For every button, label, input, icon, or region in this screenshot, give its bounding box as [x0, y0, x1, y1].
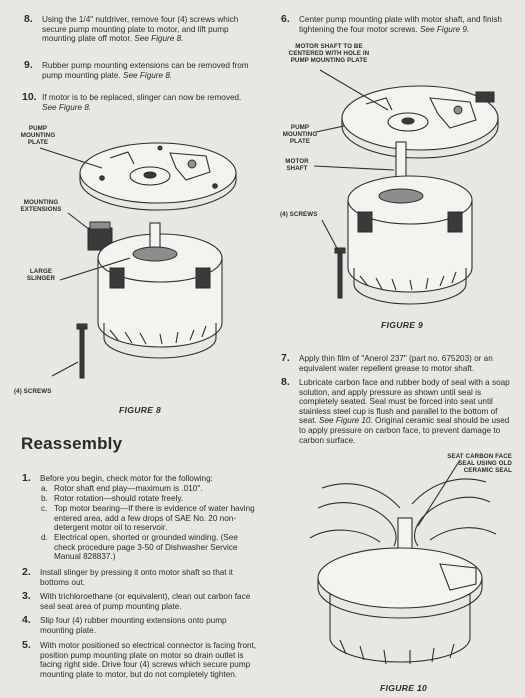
callout-mounting-extensions: MOUNTING EXTENSIONS [20, 199, 62, 213]
step-8-remove-screws [24, 15, 254, 49]
screw-drawing-fig9 [335, 248, 345, 298]
callout-motor-shaft: MOTOR SHAFT [285, 158, 309, 172]
callout-screws-fig8: (4) SCREWS [14, 388, 52, 395]
motor-drawing-fig9 [348, 142, 472, 304]
step-text: Install slinger by pressing it onto motor shaft so that it bottoms out. [40, 568, 233, 587]
step-text: Rubber pump mounting extensions can be removed from pump mounting plate. See Figure 8. [42, 61, 249, 80]
callout-pump-mounting-plate-fig9: PUMP MOUNTING PLATE [282, 124, 318, 145]
figure-8-caption: FIGURE 8 [119, 405, 162, 415]
step-8-lubricate-seal [281, 378, 517, 446]
reassembly-heading: Reassembly [21, 434, 123, 453]
step-text: Slip four (4) rubber mounting extensions onto pump mounting plate. [40, 616, 227, 635]
step-number: 8. [24, 13, 33, 25]
substep-a: a. Rotor shaft end play—maximum is .010". [41, 484, 203, 493]
reassembly-step-4 [22, 616, 262, 637]
step-9-remove-extensions [24, 61, 254, 83]
reassembly-step-3 [22, 592, 262, 613]
figure-10-illustration [300, 468, 500, 678]
pump-plate-drawing-fig10 [318, 548, 482, 664]
step-text: Apply thin film of "Anerol 237" (part no. 675203) or an equivalent water repellent grease to motor shaft. [299, 354, 493, 373]
figure-10-caption: FIGURE 10 [380, 683, 428, 693]
substep-c: c. Top motor bearing—If there is evidence of water having entered area, add a few drops of SAE No. 20 non-detergent motor oil to reservoir. [41, 504, 255, 533]
step-7-apply-grease [281, 354, 517, 376]
step-6-center-plate [281, 15, 517, 37]
pump-mounting-plate-drawing [80, 143, 236, 210]
step-text: Before you begin, check motor for the following: [40, 474, 213, 483]
step-text: With trichloroethane (or equivalent), clean out carbon face seal seat area of pump mounting plate. [40, 592, 251, 611]
figure-8-illustration [10, 118, 270, 398]
screw-drawing [77, 324, 87, 378]
step-text: With motor positioned so electrical connector is facing front, position pump mounting plate on motor so drain outlet is facing right side. Drive four (4) screws which secure pump mounting plate to motor, but do not completely tighten. [40, 641, 257, 679]
callout-seat-carbon-face-seal: SEAT CARBON FACE SEAL USING OLD CERAMIC SEAL [447, 453, 512, 474]
callout-motor-shaft-centered: MOTOR SHAFT TO BE CENTERED WITH HOLE IN PUMP MOUNTING PLATE [288, 43, 370, 64]
step-number: 3. [22, 590, 31, 602]
step-number: 9. [24, 59, 33, 71]
step-text: Using the 1/4" nutdriver, remove four (4) screws which secure pump mounting plate to motor, and lift pump mounting plate off motor. See Figure 8. [42, 15, 239, 44]
step-text: Lubricate carbon face and rubber body of seal with a soap solution, and apply pressure as shown until seal is completely seated. Seal must be forced into seat until stainless steel cup is flush and parallel to the bottom of seat. See Figure 10. Original ceramic seal should be used to apply pressure on carbon face, to prevent damage to carbon surface. [299, 378, 510, 445]
figure-9-illustration [280, 40, 510, 310]
step-10-remove-slinger [22, 93, 254, 115]
step-text: If motor is to be replaced, slinger can now be removed. See Figure 8. [42, 93, 242, 112]
step-number: 5. [22, 639, 31, 651]
step-text: Center pump mounting plate with motor shaft, and finish tightening the four motor screws. See Figure 9. [299, 15, 502, 34]
callout-pump-mounting-plate-fig8: PUMP MOUNTING PLATE [20, 125, 56, 146]
substep-b: b. Rotor rotation—should rotate freely. [41, 494, 184, 503]
motor-drawing [98, 223, 222, 358]
step-number: 6. [281, 13, 290, 25]
reassembly-step-5 [22, 641, 262, 691]
step-number: 1. [22, 472, 31, 484]
step-number: 8. [281, 376, 290, 388]
substep-d: d. Electrical open, shorted or grounded winding. (See check procedure page 3-50 of Dishwasher Service Manual 828837.) [41, 533, 238, 562]
step-number: 10. [22, 91, 37, 103]
reassembly-step-2 [22, 568, 262, 589]
callout-large-slinger: LARGE SLINGER [26, 268, 56, 282]
callout-screws-fig9: (4) SCREWS [280, 211, 318, 218]
step-number: 7. [281, 352, 290, 364]
step-number: 4. [22, 614, 31, 626]
figure-9-caption: FIGURE 9 [381, 320, 424, 330]
step-number: 2. [22, 566, 31, 578]
